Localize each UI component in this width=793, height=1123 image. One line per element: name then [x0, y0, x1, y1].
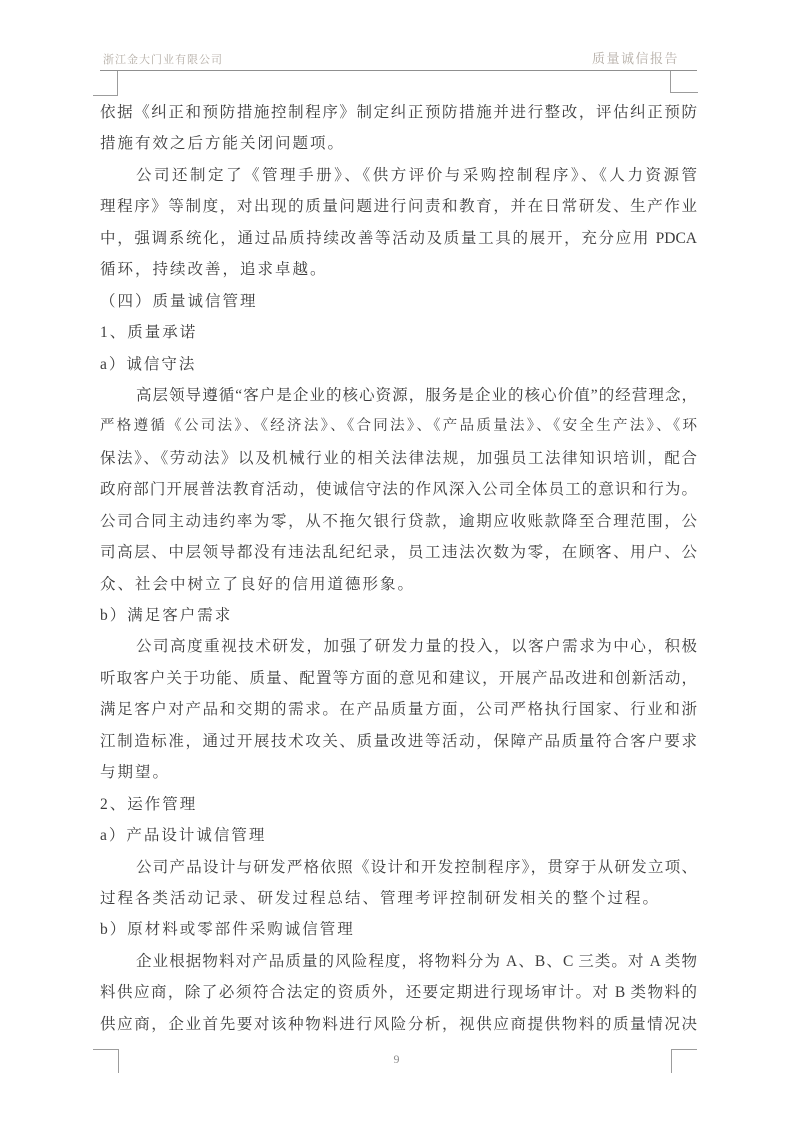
body-line: 料供应商，除了必须符合法定的资质外，还要定期进行现场审计。对 B 类物料的	[100, 984, 697, 1002]
body-line: 依据《纠正和预防措施控制程序》制定纠正预防措施并进行整改，评估纠正预防	[100, 104, 697, 121]
body-line: 众、社会中树立了良好的信用道德形象。	[100, 575, 416, 593]
crop-mark-top-right	[670, 71, 698, 93]
body-line: 满足客户对产品和交期的需求。在产品质量方面，公司严格执行国家、行业和浙	[100, 701, 697, 719]
body-line: 循环，持续改善，追求卓越。	[100, 261, 328, 279]
body-line: 措施有效之后方能关闭问题项。	[100, 135, 346, 153]
body-line: 政府部门开展普法教育活动，使诚信守法的作风深入公司全体员工的意识和行为。	[100, 481, 697, 499]
page-footer	[0, 1052, 793, 1067]
crop-mark-top-left	[93, 71, 118, 96]
header-report-title: 质量诚信报告	[591, 51, 679, 66]
body-line: 企业根据物料对产品质量的风险程度，将物料分为 A、B、C 三类。对 A 类物	[136, 952, 697, 970]
section-heading: b）原材料或零部件采购诚信管理	[100, 921, 355, 939]
body-line: 高层领导遵循“客户是企业的核心资源，服务是企业的核心价值”的经营理念，	[136, 386, 697, 404]
header-rule-divider	[100, 70, 697, 71]
section-heading: 1、质量承诺	[100, 324, 198, 342]
body-line: 与期望。	[100, 764, 171, 782]
section-heading: a）产品设计诚信管理	[100, 827, 267, 845]
document-body	[100, 97, 697, 1040]
body-line: 保法》、《劳动法》以及机械行业的相关法律法规，加强员工法律知识培训，配合	[100, 449, 697, 467]
page-number: 9	[393, 1052, 400, 1066]
body-line: 中，强调系统化，通过品质持续改善等活动及质量工具的展开，充分应用 PDCA	[100, 229, 697, 247]
body-line: 公司产品设计与研发严格依照《设计和开发控制程序》，贯穿于从研发立项、	[136, 858, 697, 876]
body-line: 过程各类活动记录、研发过程总结、管理考评控制研发相关的整个过程。	[100, 889, 661, 907]
body-line: 理程序》等制度，对出现的质量问题进行问责和教育，并在日常研发、生产作业	[100, 198, 697, 216]
body-line: 公司高度重视技术研发，加强了研发力量的投入，以客户需求为中心，积极	[136, 638, 697, 656]
header-company-name: 浙江金大门业有限公司	[103, 54, 223, 66]
section-heading: 2、运作管理	[100, 795, 198, 813]
section-heading: a）诚信守法	[100, 355, 197, 373]
body-line: 公司还制定了《管理手册》、《供方评价与采购控制程序》、《人力资源管	[136, 166, 697, 184]
section-heading: （四）质量诚信管理	[100, 292, 258, 310]
body-line: 江制造标准，通过开展技术攻关、质量改进等活动，保障产品质量符合客户要求	[100, 732, 697, 750]
section-heading: b）满足客户需求	[100, 607, 233, 624]
body-line: 供应商，企业首先要对该种物料进行风险分析，视供应商提供物料的质量情况决	[100, 1015, 697, 1033]
body-line: 听取客户关于功能、质量、配置等方面的意见和建议，开展产品改进和创新活动，	[100, 669, 697, 687]
body-line: 司高层、中层领导都没有违法乱纪纪录，员工违法次数为零，在顾客、用户、公	[100, 544, 697, 562]
body-line: 严格遵循《公司法》、《经济法》、《合同法》、《产品质量法》、《安全生产法》、《环	[100, 418, 697, 435]
body-line: 公司合同主动违约率为零，从不拖欠银行贷款，逾期应收账款降至合理范围，公	[100, 512, 697, 530]
